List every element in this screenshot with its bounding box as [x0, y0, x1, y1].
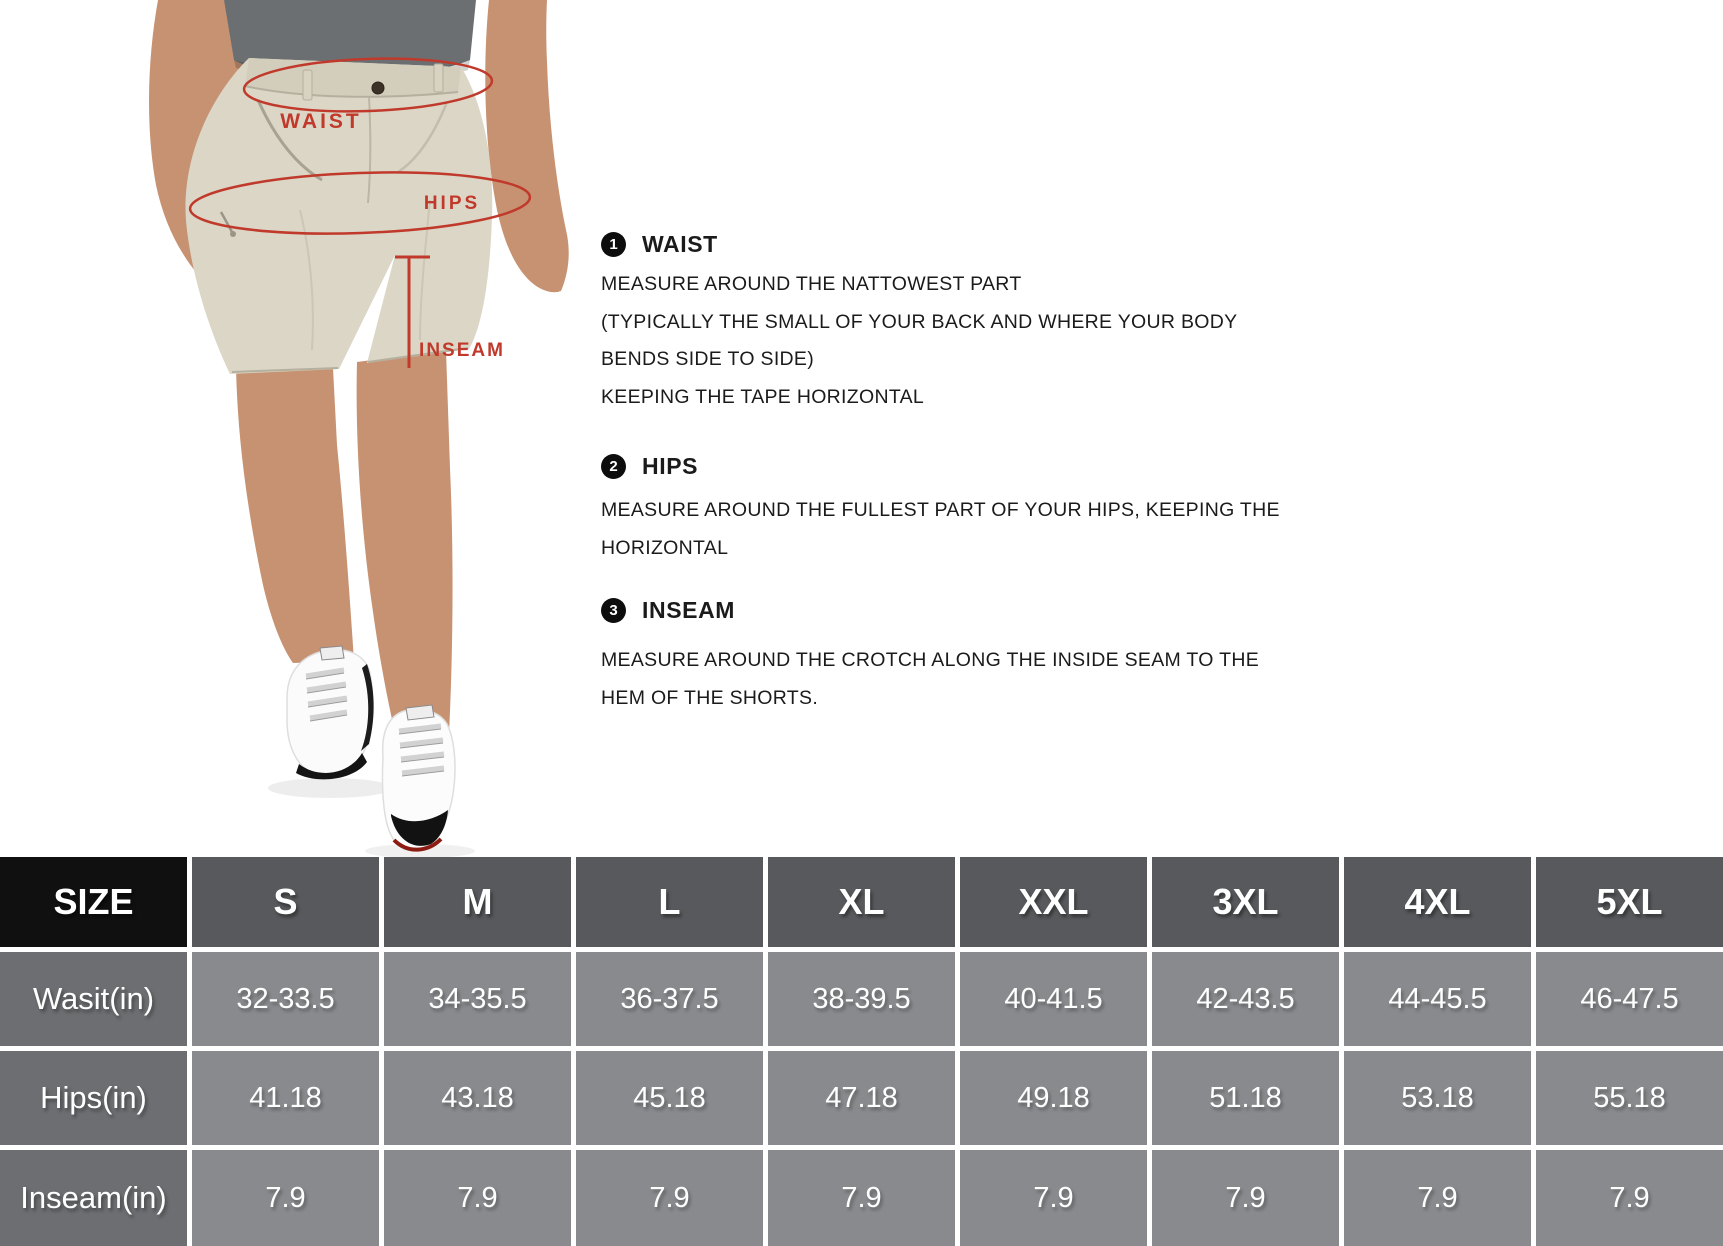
instruction-block-waist [601, 230, 1401, 416]
numbered-bullet-icon: 1 [601, 232, 626, 257]
size-table-header-m: M [384, 857, 571, 947]
size-table-cell: 7.9 [384, 1150, 571, 1246]
numbered-bullet-icon: 2 [601, 454, 626, 479]
inseam-annotation-label: INSEAM [419, 340, 505, 361]
size-table-cell: 43.18 [384, 1051, 571, 1145]
size-chart-table [0, 857, 1723, 1246]
right-shoe [382, 705, 455, 851]
belt-loop [434, 64, 443, 92]
instruction-title: INSEAM [642, 596, 736, 623]
instruction-line: HORIZONTAL [601, 536, 729, 559]
size-table-cell: 7.9 [960, 1150, 1147, 1246]
size-table-cell: 7.9 [768, 1150, 955, 1246]
size-table-cell: 7.9 [576, 1150, 763, 1246]
size-table-header-xxl: XXL [960, 857, 1147, 947]
size-table-header-s: S [192, 857, 379, 947]
instruction-line: HEM OF THE SHORTS. [601, 686, 819, 709]
size-table-cell: 38-39.5 [768, 952, 955, 1046]
size-table-header-4xl: 4XL [1344, 857, 1531, 947]
instruction-title: WAIST [642, 230, 718, 257]
instruction-line: (TYPICALLY THE SMALL OF YOUR BACK AND WHERE YOUR BODY [601, 310, 1238, 333]
instruction-block-inseam [601, 596, 1401, 717]
instruction-line: BENDS SIDE TO SIDE) [601, 348, 815, 370]
size-table-row-label: Hips(in) [0, 1051, 187, 1145]
size-table-cell: 34-35.5 [384, 952, 571, 1046]
instruction-heading [601, 230, 1401, 258]
model-photo [0, 0, 600, 857]
instruction-block-hips [601, 452, 1401, 567]
size-table-row-label: Wasit(in) [0, 952, 187, 1046]
waist-annotation-label: WAIST [280, 110, 362, 133]
size-table-header-l: L [576, 857, 763, 947]
size-table-cell: 7.9 [192, 1150, 379, 1246]
instruction-line: MEASURE AROUND THE CROTCH ALONG THE INSIDE SEAM TO THE [601, 649, 1260, 671]
left-leg [236, 365, 354, 663]
size-table-row-label: Inseam(in) [0, 1150, 187, 1246]
size-table-cell: 49.18 [960, 1051, 1147, 1145]
shorts-button [372, 82, 384, 94]
size-table-cell: 44-45.5 [1344, 952, 1531, 1046]
size-table-cell: 7.9 [1344, 1150, 1531, 1246]
instruction-text [601, 266, 1401, 416]
instruction-title: HIPS [642, 452, 699, 479]
size-table-header-3xl: 3XL [1152, 857, 1339, 947]
measurement-instructions [601, 0, 1401, 717]
size-table-corner-header: SIZE [0, 857, 187, 947]
belt-loop [303, 70, 312, 100]
size-table-cell: 47.18 [768, 1051, 955, 1145]
model-illustration [0, 0, 600, 857]
instruction-line: MEASURE AROUND THE NATTOWEST PART [601, 273, 1022, 295]
size-table-cell: 46-47.5 [1536, 952, 1723, 1046]
size-table-cell: 55.18 [1536, 1051, 1723, 1145]
instruction-text [601, 642, 1401, 717]
size-table-cell: 32-33.5 [192, 952, 379, 1046]
shorts [185, 58, 492, 374]
right-arm [485, 0, 568, 292]
instruction-line: MEASURE AROUND THE FULLEST PART OF YOUR HIPS, KEEPING THE [601, 499, 1280, 521]
size-table-cell: 36-37.5 [576, 952, 763, 1046]
left-shoe-shadow [268, 778, 392, 798]
size-table-cell: 40-41.5 [960, 952, 1147, 1046]
size-table-cell: 45.18 [576, 1051, 763, 1145]
numbered-bullet-icon: 3 [601, 598, 626, 623]
size-table-header-5xl: 5XL [1536, 857, 1723, 947]
instruction-text [601, 492, 1401, 567]
size-table-cell: 42-43.5 [1152, 952, 1339, 1046]
instruction-line: KEEPING THE TAPE HORIZONTAL [601, 385, 925, 408]
instruction-heading [601, 596, 1401, 624]
size-table-cell: 41.18 [192, 1051, 379, 1145]
hips-annotation-label: HIPS [423, 193, 481, 214]
left-shoe [287, 646, 374, 779]
size-table-header-xl: XL [768, 857, 955, 947]
size-table-cell: 51.18 [1152, 1051, 1339, 1145]
instruction-heading [601, 452, 1401, 480]
size-table-cell: 7.9 [1152, 1150, 1339, 1246]
size-table-cell: 7.9 [1536, 1150, 1723, 1246]
size-table-cell: 53.18 [1344, 1051, 1531, 1145]
